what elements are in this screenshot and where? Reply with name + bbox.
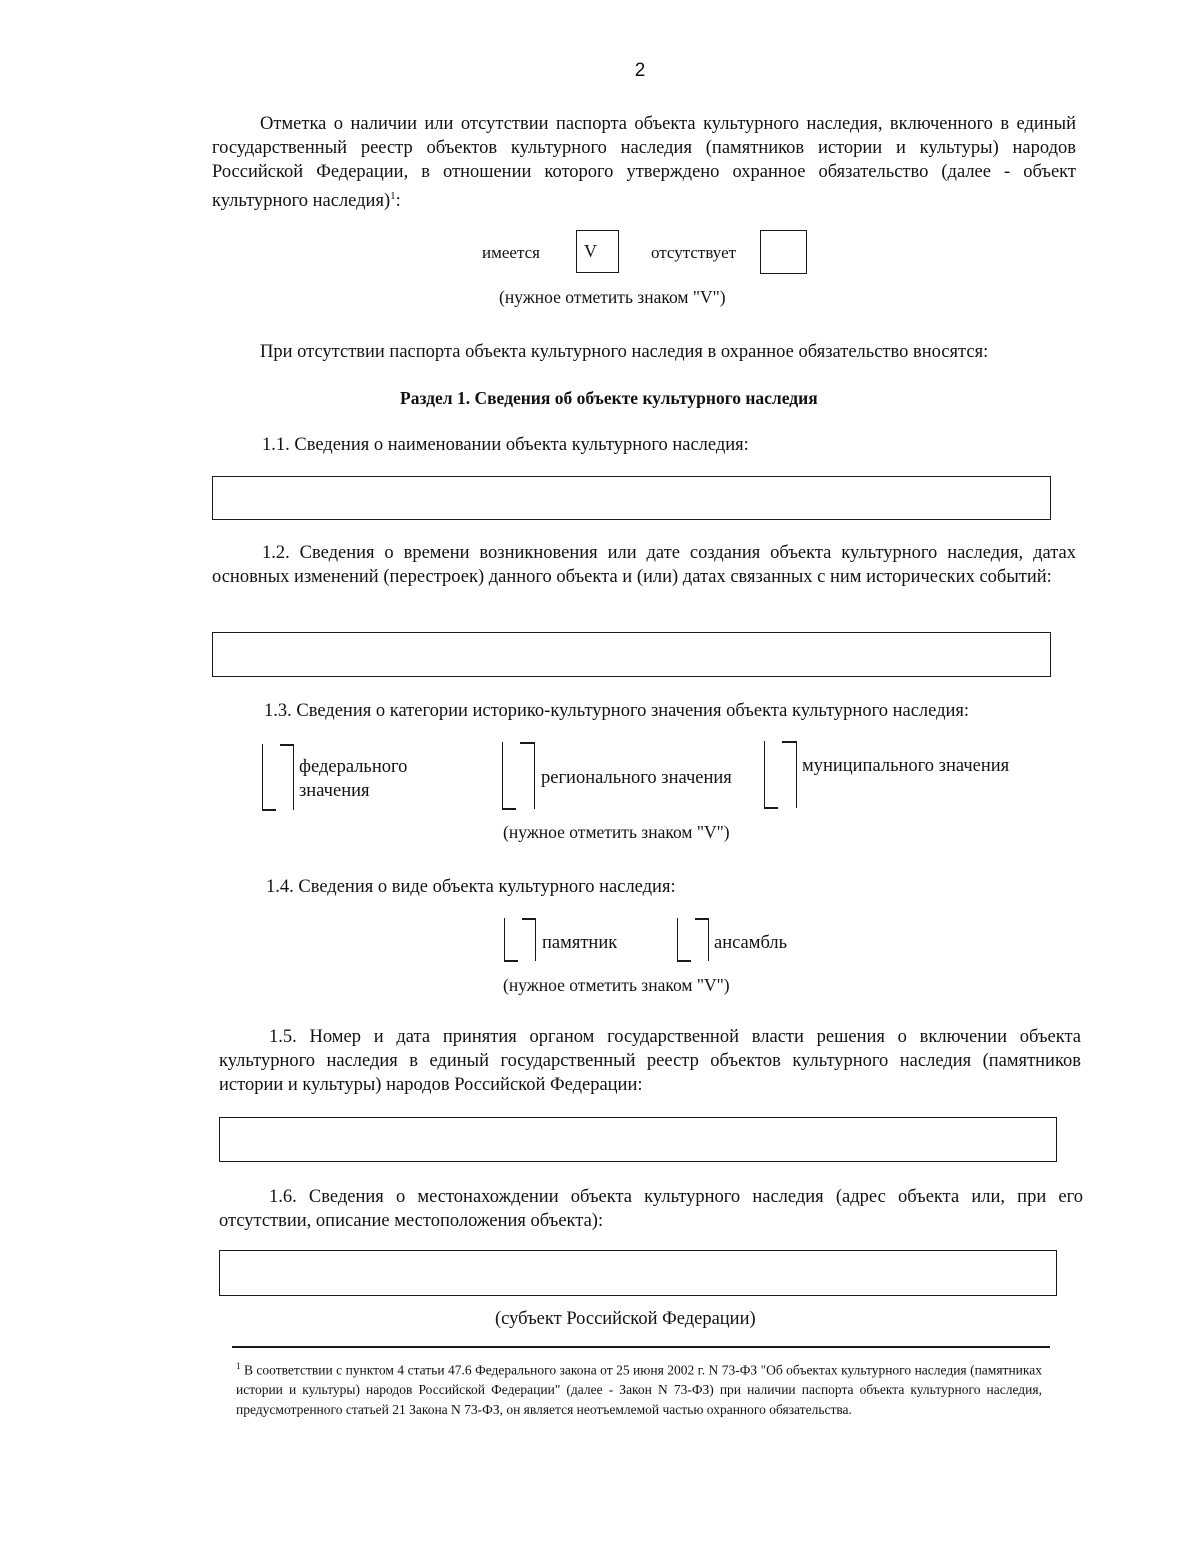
- registry-decision-field[interactable]: [219, 1117, 1057, 1162]
- object-name-field[interactable]: [212, 476, 1051, 520]
- ensemble-label: ансамбль: [714, 933, 788, 953]
- passport-absent-label: отсутствует: [651, 243, 737, 262]
- item-1-4-label: 1.4. Сведения о виде объекта культурного наследия:: [266, 877, 676, 897]
- item-1-2-label: 1.2. Сведения о времени возникновения или дате создания объекта культурного наследия, датах основных изменений (перестроек) данного объекта и (или) датах связанных с ним исторических событий:: [212, 543, 1076, 587]
- item-1-1-label: 1.1. Сведения о наименовании объекта культурного наследия:: [262, 435, 749, 455]
- footnote: [236, 1357, 1042, 1419]
- regional-checkbox[interactable]: [502, 742, 535, 809]
- page-number: 2: [634, 60, 646, 81]
- municipal-checkbox[interactable]: [764, 741, 797, 808]
- kind-hint: (нужное отметить знаком "V"): [503, 975, 730, 995]
- footnote-reference: 1: [390, 190, 396, 202]
- ensemble-checkbox[interactable]: [677, 918, 709, 961]
- category-hint: (нужное отметить знаком "V"): [503, 822, 730, 842]
- absence-note: При отсутствии паспорта объекта культурного наследия в охранное обязательство вносятся:: [260, 342, 989, 362]
- intro-text: Отметка о наличии или отсутствии паспорта объекта культурного наследия, включенного в единый государственный реестр объектов культурного наследия (памятников истории и культуры) народов Российской Федерации, в отношении которого утверждено охранное обязательство (далее - объект культурного наследия): [212, 114, 1076, 212]
- passport-exists-checkbox[interactable]: [576, 230, 619, 273]
- item-1-3-label: 1.3. Сведения о категории историко-культурного значения объекта культурного наследия:: [264, 701, 970, 721]
- federal-checkbox[interactable]: [262, 744, 294, 810]
- location-field[interactable]: [219, 1250, 1057, 1296]
- monument-checkbox[interactable]: [504, 918, 536, 961]
- passport-exists-mark: V: [584, 241, 597, 261]
- subject-caption: (субъект Российской Федерации): [495, 1309, 756, 1329]
- passport-hint: (нужное отметить знаком "V"): [499, 287, 726, 307]
- section-title: Раздел 1. Сведения об объекте культурного наследия: [400, 388, 818, 408]
- passport-absent-checkbox[interactable]: [760, 230, 807, 274]
- item-1-5-label: 1.5. Номер и дата принятия органом государственной власти решения о включении объекта культурного наследия в единый государственный реестр объектов культурного наследия (памятников истории и культуры) народов Российской Федерации:: [219, 1027, 1081, 1095]
- monument-label: памятник: [542, 933, 618, 953]
- federal-label: федерального значения: [299, 757, 408, 801]
- regional-label: регионального значения: [541, 768, 732, 788]
- footnote-text: В соответствии с пунктом 4 статьи 47.6 Федерального закона от 25 июня 2002 г. N 73-ФЗ "Об объектах культурного наследия (памятниках истории и культуры) народов Российской Федерации" (далее - Закон N 73-ФЗ) при наличии паспорта объекта культурного наследия, предусмотренного статьей 21 Закона N 73-ФЗ, он является неотъемлемой частью охранного обязательства.: [236, 1362, 1042, 1417]
- intro-paragraph: Отметка о наличии или отсутствии паспорта объекта культурного наследия, включенного в единый государственный реестр объектов культурного наследия (памятников истории и культуры) народов Российской Федерации, в отношении которого утверждено охранное обязательство (далее - объект культурного наследия)$^1$:: [212, 114, 1076, 212]
- footnote-marker: 1: [236, 1361, 241, 1371]
- item-1-6-label: 1.6. Сведения о местонахождении объекта культурного наследия (адрес объекта или, при его отсутствии, описание местоположения объекта):: [219, 1187, 1083, 1231]
- passport-exists-label: имеется: [482, 243, 540, 262]
- municipal-label: муниципального значения: [802, 756, 1010, 776]
- footnote-divider: [232, 1346, 1050, 1348]
- creation-date-field[interactable]: [212, 632, 1051, 677]
